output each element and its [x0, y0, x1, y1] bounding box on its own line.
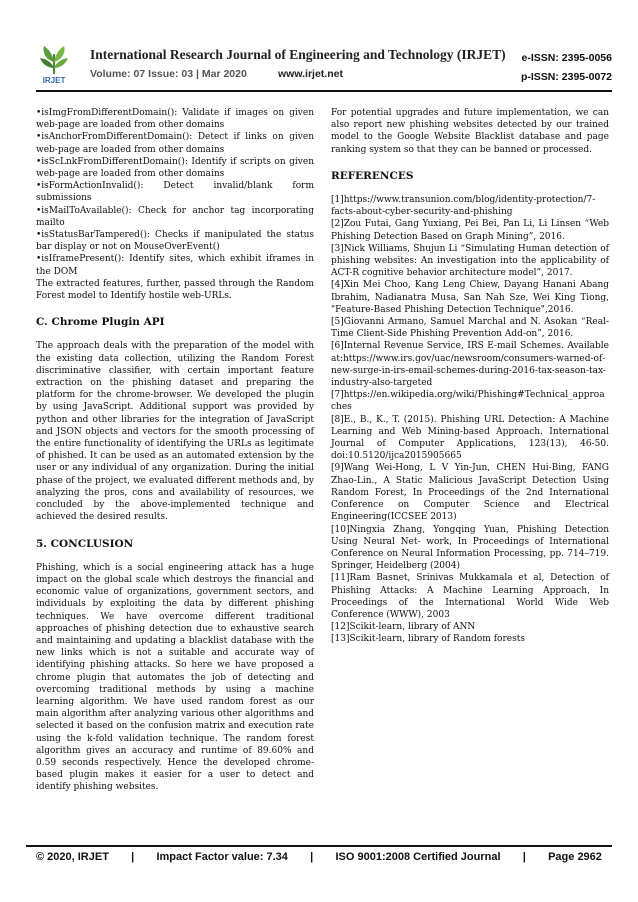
reference-item: [7]https://en.wikipedia.org/wiki/Phishing#Technical_approaches: [331, 390, 605, 413]
footer-separator: |: [522, 851, 526, 863]
website-link[interactable]: www.irjet.net: [278, 68, 343, 80]
conclusion-paragraph: Phishing, which is a social engineering attack has a huge impact on the global scale which destroys the financial and economic value of organizations, government sectors, and individuals by exploiting the data by different phishing techniques. We have overcome different traditional approaches of phishing detection due to exhaustive search and maintaining and updating a blacklist database with the new links which is not a suitable and accurate way of identifying phishing attacks. So here we have proposed a chrome plugin that automates the job of detecting and overcoming traditional methods by using a machine learning algorithm. We have used random forest as our main algorithm after analyzing various other algorithms and selected it based on the confusion matrix and execution rate using the k-fold validation technique. The random forest algorithm gives an accuracy and runtime of 89.60% and 0.59 seconds respectively. Hence the developed chrome-based plugin makes it easier for a user to detect and identify phishing websites.: [36, 562, 314, 793]
conclusion-heading: 5. CONCLUSION: [36, 537, 134, 550]
bullet-item: •isFormActionInvalid(): Detect invalid/blank form submissions: [36, 181, 314, 204]
bullet-item: •isMailToAvailable(): Check for anchor tag incorporating mailto: [36, 205, 314, 228]
intro-paragraph: For potential upgrades and future implementation, we can also report new phishing websites detected by our trained model to the Google Website Blacklist database and page ranking system so that they can be banned or processed.: [331, 108, 609, 155]
reference-item: [8]E., B., K., T. (2015). Phishing URL Detection: A Machine Learning and Web Mining-based Approach. International Journal of Computer Applications, 123(13), 46-50. doi:10.5120/ijca2015905665: [331, 414, 609, 462]
summary-paragraph: The extracted features, further, passed through the Random Forest model to Identify hostile web-URLs.: [36, 278, 314, 302]
references-heading: REFERENCES: [331, 169, 414, 182]
footer-iso: ISO 9001:2008 Certified Journal: [335, 851, 501, 863]
bullet-item: •isScLnkFromDifferentDomain(): Identify if scripts on given web-page are loaded from other domains: [36, 156, 314, 180]
bullet-item: •isIframePresent(): Identify sites, which exhibit iframes in the DOM: [36, 254, 314, 277]
footer-page-number: Page 2962: [548, 851, 602, 863]
journal-title: International Research Journal of Engineering and Technology (IRJET): [90, 47, 506, 62]
footer-impact-factor: Impact Factor value: 7.34: [156, 851, 288, 863]
section-c-heading: C. Chrome Plugin API: [36, 316, 165, 329]
volume-issue: Volume: 07 Issue: 03 | Mar 2020: [90, 68, 247, 80]
footer-separator: |: [131, 851, 135, 863]
reference-item: [6]Internal Revenue Service, IRS E-mail Schemes. Available at:https://www.irs.gov/uac/newsroom/consumers-warned-of-new-surge-in-irs-email-schemes-during-2016-tax-season-tax-industry-also-targeted: [331, 341, 609, 389]
reference-item: [12]Scikit-learn, library of ANN: [331, 622, 476, 633]
bullet-item: •isImgFromDifferentDomain(): Validate if images on given web-page are loaded from other domains: [36, 108, 314, 131]
reference-item: [5]Giovanni Armano, Samuel Marchal and N. Asokan “Real-Time Client-Side Phishing Prevention Add-on”, 2016.: [331, 317, 609, 340]
header-rule: [36, 90, 612, 92]
reference-item: [13]Scikit-learn, library of Random forests: [331, 634, 525, 645]
reference-item: [9]Wang Wei-Hong, L V Yin-Jun, CHEN Hui-Bing, FANG Zhao-Lin., A Static Malicious JavaScript Detection Using Random Forest, In Proceedings of the 2nd International Conference on Computer Science and Electrical Engineering(ICCSEE 2013): [331, 463, 609, 523]
journal-logo: [36, 42, 72, 84]
reference-item: [10]Ningxia Zhang, Yongqing Yuan, Phishing Detection Using Neural Net- work, In Proceedings of International Conference on Neural Information Processing, pp. 714–719. Springer, Heidelberg (2004): [331, 524, 609, 572]
left-column: [36, 107, 314, 794]
bullet-item: •isAnchorFromDifferentDomain(): Detect if links on given web-page are loaded from other domains: [36, 132, 314, 155]
reference-item: [4]Xin Mei Choo, Kang Leng Chiew, Dayang Hanani Abang Ibrahim, Nadianatra Musa, San Nah Sze, Wei King Tiong, "Feature-Based Phishing Detection Technique",2016.: [331, 280, 609, 315]
reference-item: [1]https://www.transunion.com/blog/identity-protection/7-facts-about-cyber-security-and-phishing: [331, 195, 596, 218]
e-issn: e-ISSN: 2395-0056: [521, 52, 612, 64]
footer-separator: |: [310, 851, 314, 863]
footer-rule: [26, 845, 612, 847]
footer-copyright: © 2020, IRJET: [36, 851, 109, 863]
right-column: [331, 107, 609, 646]
reference-item: [3]Nick Williams, Shujun Li “Simulating Human detection of phishing websites: An investigation into the applicability of ACT-R cognitive behavior architecture model”, 2017.: [331, 243, 609, 279]
p-issn: p-ISSN: 2395-0072: [520, 71, 612, 83]
reference-item: [2]Zou Futai, Gang Yuxiang, Pei Bei, Pan Li, Li Linsen “Web Phishing Detection Based on Graph Mining”, 2016.: [331, 219, 609, 242]
logo-text: IRJET: [42, 76, 66, 84]
section-c-paragraph: The approach deals with the preparation of the model with the existing data collection, utilizing the Random Forest discriminative classifier, with certain important feature extraction on the phishing dataset and preparing the platform for the chrome-browser. We developed the plugin by using JavaScript. Additional support was provided by python and other libraries for the integration of JavaScript and JSON objects and vectors for the smooth processing of the entire functionality of identifying the URLs as legitimate of phished. It can be used as an automated extension by the user or any individual of any organization. During the initial phase of the project, we evaluated different methods and, by analyzing the pros, cons and availability of resources, we concluded by the above-implemented technique and achieved the desired results.: [36, 341, 314, 523]
page-footer: [36, 851, 602, 863]
reference-item: [11]Ram Basnet, Srinivas Mukkamala et al, Detection of Phishing Attacks: A Machine Learning Approach, In Proceedings of the International World Wide Web Conference (WWW), 2003: [331, 573, 609, 620]
bullet-item: •isStatusBarTampered(): Checks if manipulated the status bar display or not on MouseOverEvent(): [36, 230, 314, 253]
